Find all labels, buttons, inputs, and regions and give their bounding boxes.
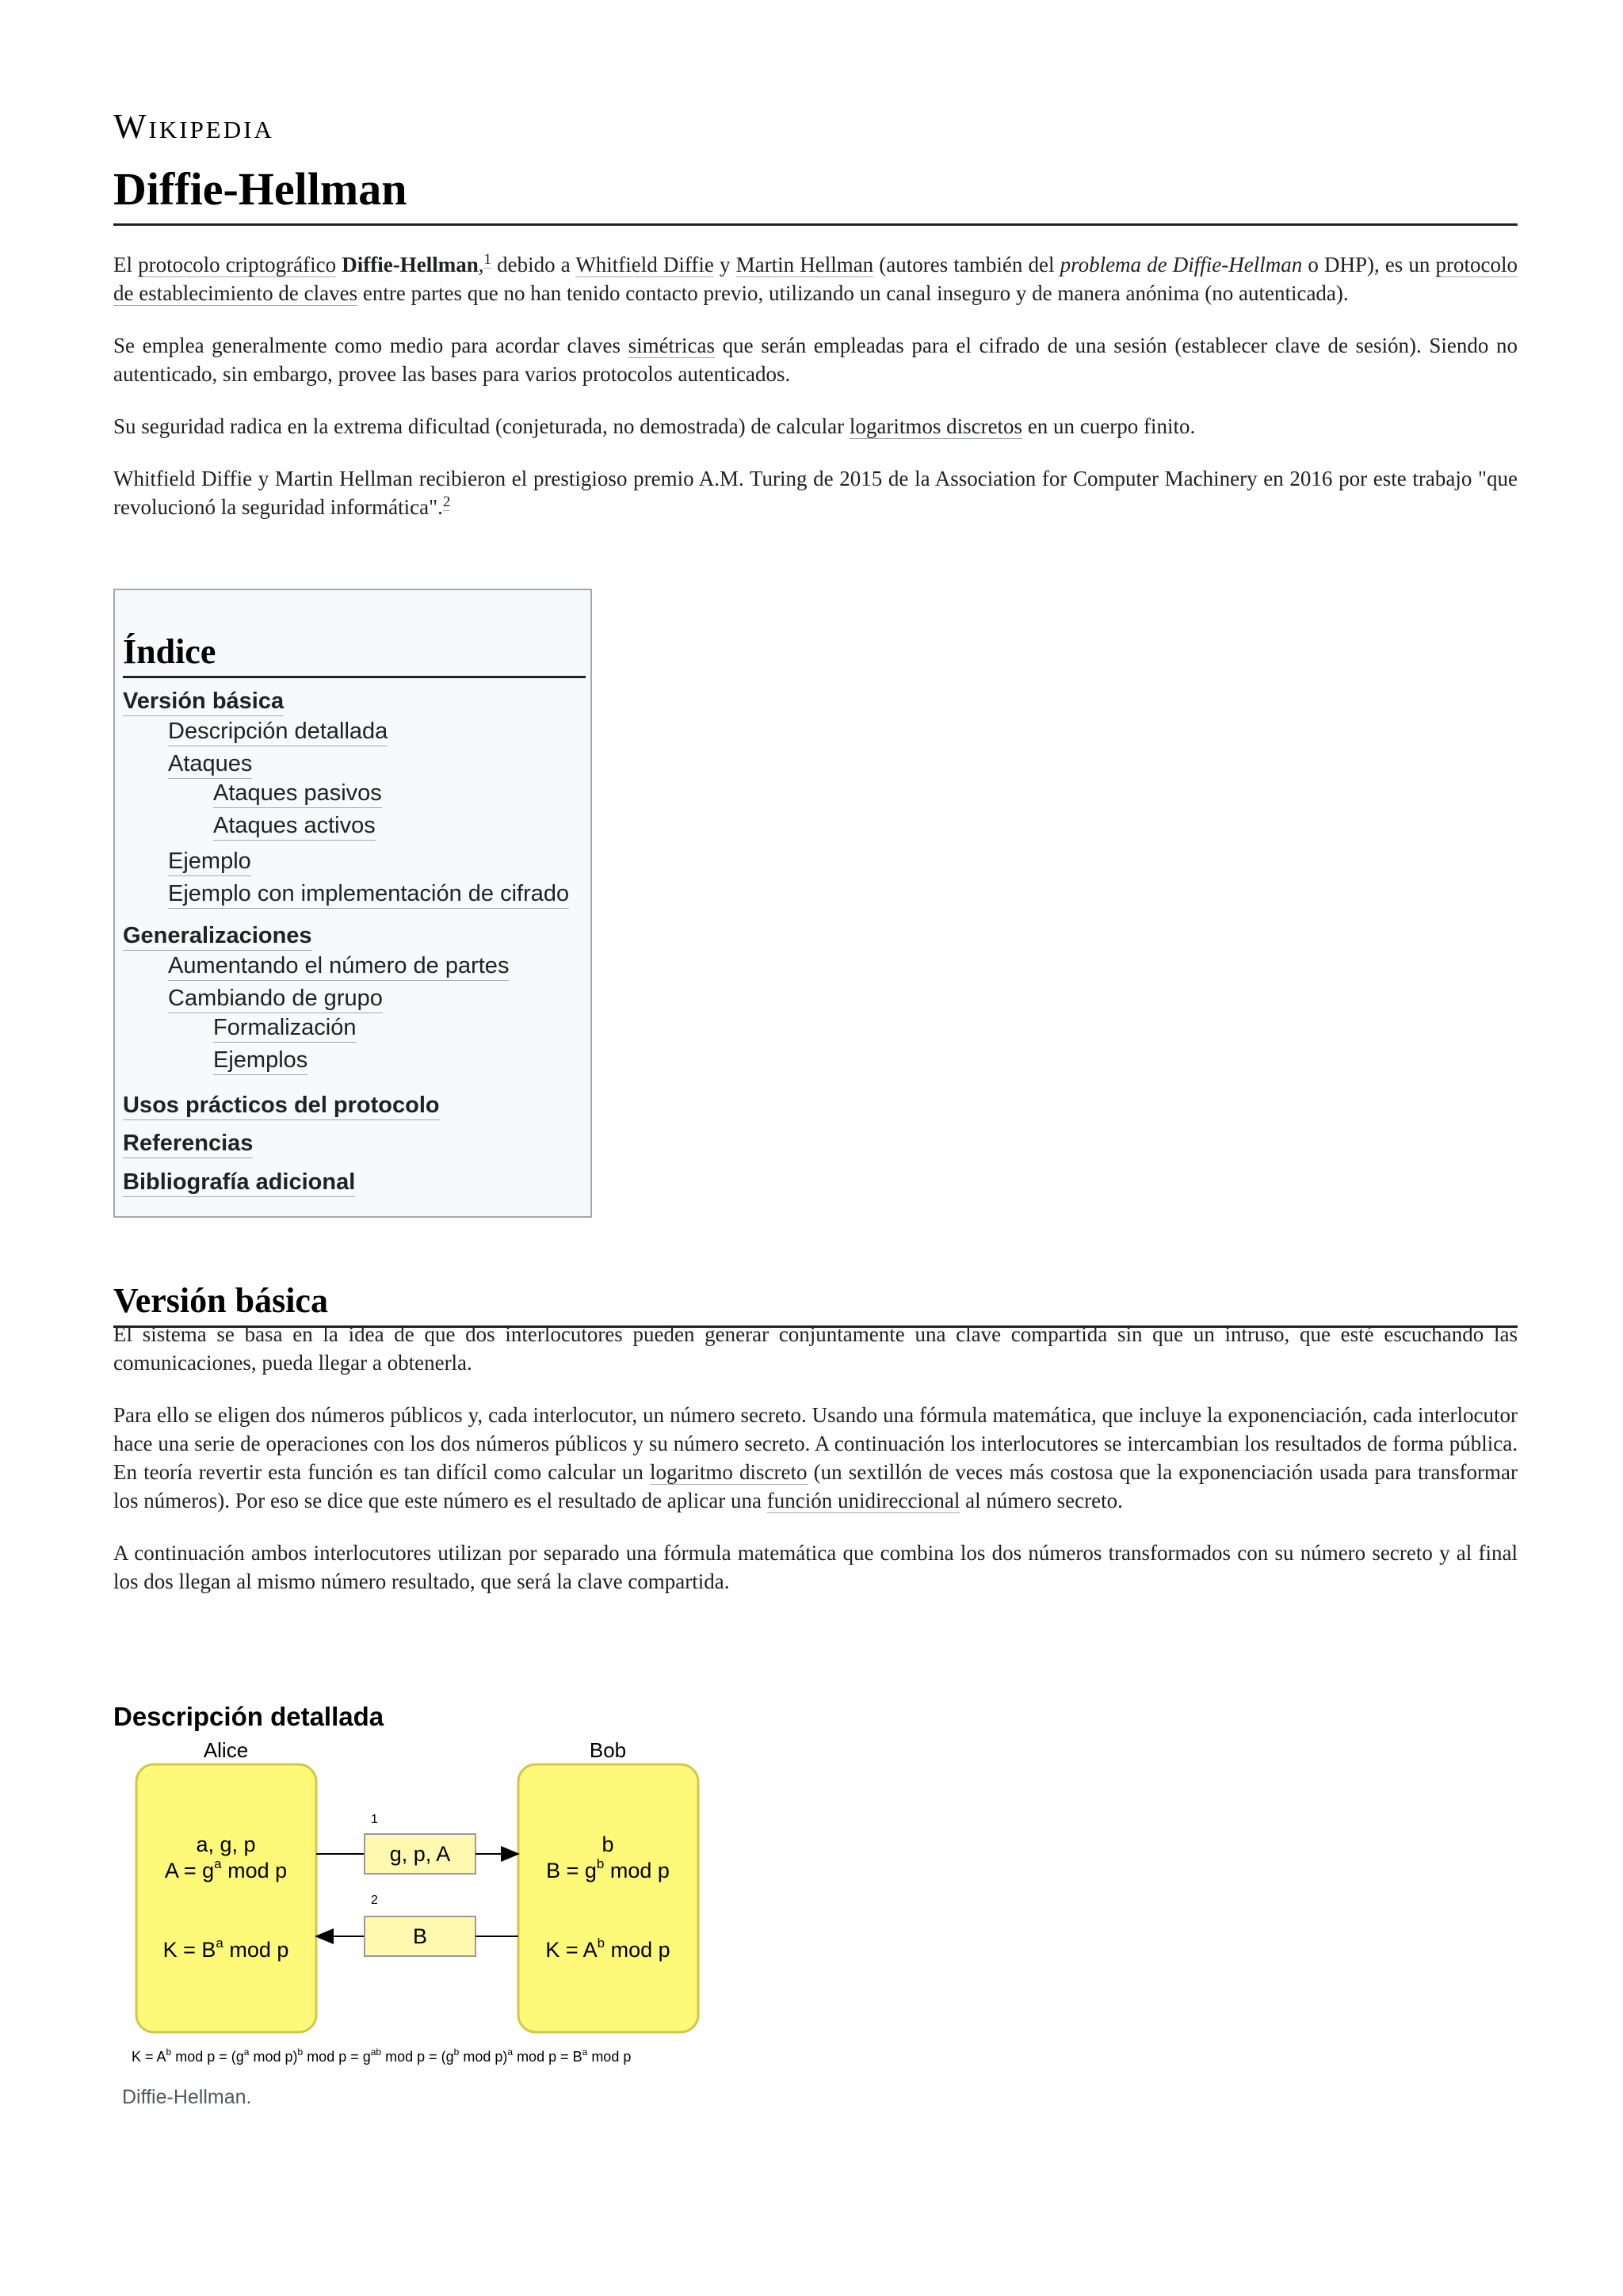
- text: ,: [478, 253, 484, 277]
- toc-item-ataques-pasivos[interactable]: Ataques pasivos: [213, 779, 382, 808]
- text: (un sextillón de veces más costosa que la exponenciación usada para transformar los números). Por eso se dice que este número es el resultado de aplicar una: [113, 1460, 1518, 1512]
- article-content: [113, 103, 1518, 521]
- text: Para ello se eligen dos números públicos y, cada interlocutor, un número secreto. Usando una fórmula matemática, que incluye la exponenciación, cada interlocutor hace una serie de operaciones con los dos números públicos y su número secreto. A continuación los interlocutores se intercambian los resultados de forma pública. En teoría revertir esta función es tan difícil como calcular un: [113, 1403, 1518, 1484]
- toc-item-bibliografia[interactable]: Bibliografía adicional: [123, 1168, 355, 1197]
- text: Su seguridad radica en la extrema dificultad (conjeturada, no demostrada) de calcular: [113, 414, 850, 438]
- bob-box: [518, 1764, 698, 2032]
- bob-line-3: $K = A^b$ mod p: [545, 1936, 670, 1962]
- message-2-content: B: [412, 1924, 428, 1948]
- link-protocolo-criptografico[interactable]: protocolo criptográfico: [138, 253, 337, 277]
- bob-line-1: b: [601, 1833, 614, 1856]
- wikipedia-logo[interactable]: Wikipedia: [113, 107, 274, 146]
- intro-paragraph-2: [113, 331, 1518, 388]
- shared-key-formula: $K = A^b$ mod $p = (g^a$ mod p)$^b$ mod $p = g^{ab}$ mod $p = (g^b$ mod p)$^a$ mod $p = B^a$ mod p: [132, 2046, 632, 2065]
- toc-item-ejemplo-cifrado[interactable]: Ejemplo con implementación de cifrado: [168, 879, 569, 909]
- link-martin-hellman[interactable]: Martin Hellman: [735, 253, 874, 277]
- basic-paragraph-2: [113, 1401, 1518, 1515]
- link-logaritmos-discretos[interactable]: logaritmos discretos: [849, 414, 1023, 438]
- link-logaritmo-discreto[interactable]: logaritmo discreto: [649, 1460, 808, 1484]
- toc-item-cambiando-grupo[interactable]: Cambiando de grupo: [168, 984, 383, 1013]
- toc-item-ejemplos[interactable]: Ejemplos: [213, 1046, 307, 1075]
- text: y: [713, 253, 736, 277]
- text: (autores también del: [873, 253, 1060, 277]
- text: El: [113, 253, 139, 277]
- bob-line-2: $B = g^b$ mod p: [546, 1856, 670, 1882]
- section-heading-descripcion-detallada: Descripción detallada: [113, 1702, 384, 1731]
- table-of-contents: [113, 589, 592, 1218]
- toc-item-formalizacion[interactable]: Formalización: [213, 1013, 357, 1043]
- italic-term: problema de Diffie-Hellman: [1060, 253, 1303, 277]
- alice-box: [136, 1764, 316, 2032]
- toc-title: Índice: [123, 630, 586, 678]
- message-1-number: 1: [371, 1813, 378, 1826]
- link-funcion-unidireccional[interactable]: función unidireccional: [766, 1489, 960, 1512]
- alice-label: Alice: [203, 1738, 249, 1762]
- bob-label: Bob: [589, 1738, 627, 1762]
- section-heading-version-basica: Versión básica: [113, 1278, 1518, 1328]
- bold-term: Diffie-Hellman: [342, 253, 479, 277]
- intro-paragraph-4: [113, 464, 1518, 521]
- message-1-content: g, p, A: [389, 1842, 451, 1866]
- text: debido a: [491, 253, 576, 277]
- alice-line-2: $A = g^a$ mod p: [164, 1856, 288, 1882]
- text: o DHP), es un: [1302, 253, 1436, 277]
- reference-1[interactable]: 1: [483, 251, 491, 268]
- intro-paragraph-1: [113, 250, 1518, 307]
- diffie-hellman-diagram[interactable]: [119, 1731, 705, 2111]
- text: al número secreto.: [960, 1489, 1123, 1512]
- text: en un cuerpo finito.: [1022, 414, 1196, 438]
- text: Whitfield Diffie y Martin Hellman recibieron el prestigioso premio A.M. Turing de 2015 de la Association for Computer Machinery en 2016 por este trabajo "que revolucionó la seguridad informática".: [113, 467, 1518, 519]
- toc-item-usos-practicos[interactable]: Usos prácticos del protocolo: [123, 1091, 440, 1120]
- figure-caption: Diffie-Hellman.: [122, 2086, 252, 2108]
- toc-item-descripcion-detallada[interactable]: Descripción detallada: [168, 717, 388, 746]
- page-title: Diffie-Hellman: [113, 162, 1518, 226]
- toc-item-ataques-activos[interactable]: Ataques activos: [213, 811, 376, 841]
- section-version-basica-body: [113, 1320, 1518, 1596]
- link-whitfield-diffie[interactable]: Whitfield Diffie: [575, 253, 714, 277]
- text: entre partes que no han tenido contacto previo, utilizando un canal inseguro y de manera anónima (no autenticada).: [357, 281, 1349, 305]
- toc-item-generalizaciones[interactable]: Generalizaciones: [123, 921, 312, 951]
- toc-item-ataques[interactable]: Ataques: [168, 749, 252, 779]
- toc-item-referencias[interactable]: Referencias: [123, 1129, 253, 1158]
- link-simetricas[interactable]: simétricas: [628, 334, 716, 357]
- basic-paragraph-3: A continuación ambos interlocutores utilizan por separado una fórmula matemática que combina los dos números transformados con su número secreto y al final los dos llegan al mismo número resultado, que será la clave compartida.: [113, 1541, 1518, 1593]
- reference-2[interactable]: 2: [442, 494, 451, 510]
- intro-paragraph-3: [113, 412, 1518, 441]
- basic-paragraph-1: El sistema se basa en la idea de que dos interlocutores pueden generar conjuntamente una clave compartida sin que un intruso, que esté escuchando las comunicaciones, pueda llegar a obtenerla.: [113, 1322, 1518, 1375]
- toc-item-aumentando-partes[interactable]: Aumentando el número de partes: [168, 952, 509, 981]
- message-2-number: 2: [371, 1894, 378, 1907]
- text: que serán empleadas para el cifrado de una sesión (establecer clave de sesión). Siendo no autenticado, sin embargo, provee las bases para varios protocolos autenticados.: [113, 334, 1518, 386]
- link-protocolo-establecimiento[interactable]: protocolo de establecimiento de claves: [113, 253, 1518, 305]
- alice-line-1: a, g, p: [196, 1833, 256, 1856]
- toc-item-version-basica[interactable]: Versión básica: [123, 687, 284, 716]
- toc-item-ejemplo[interactable]: Ejemplo: [168, 847, 251, 876]
- alice-line-3: $K = B^a$ mod p: [162, 1936, 289, 1962]
- text: Se emplea generalmente como medio para acordar claves: [113, 334, 628, 357]
